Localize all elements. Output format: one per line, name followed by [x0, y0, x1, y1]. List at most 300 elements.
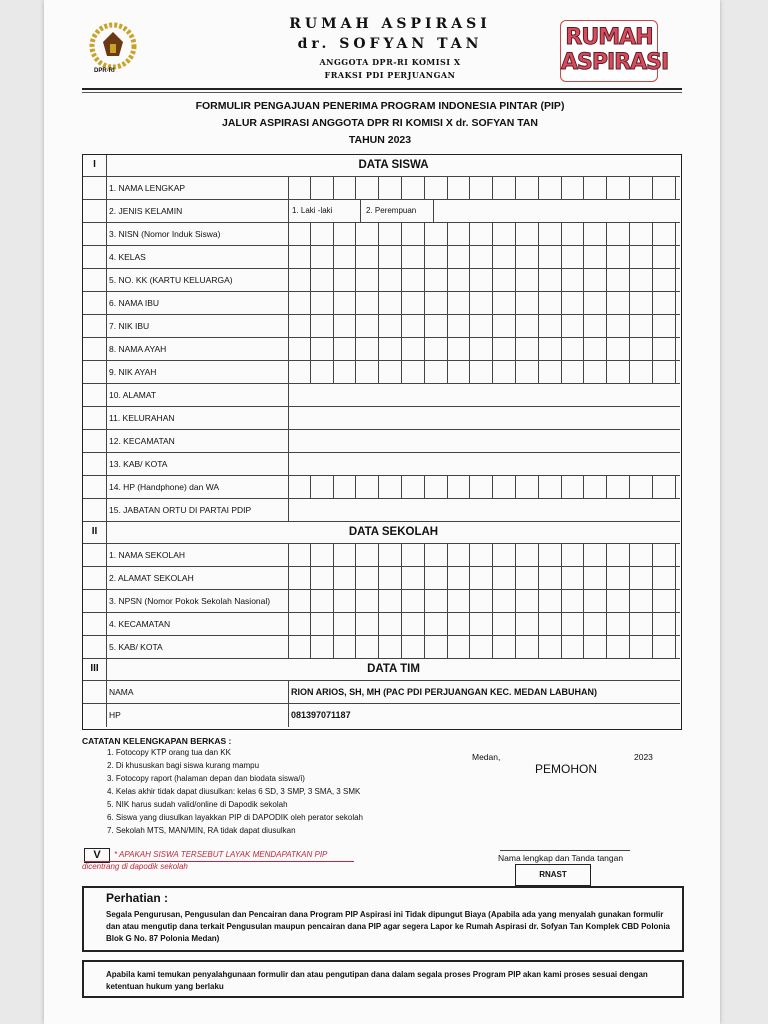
gender-option-2[interactable]: 2. Perempuan [366, 206, 417, 215]
char-box[interactable] [562, 567, 585, 589]
char-box[interactable] [470, 544, 493, 566]
char-box[interactable] [653, 613, 676, 635]
char-box[interactable] [470, 613, 493, 635]
char-box[interactable] [630, 246, 653, 268]
field-label: 3. NPSN (Nomor Pokok Sekolah Nasional) [109, 596, 271, 606]
char-box[interactable] [356, 636, 379, 658]
char-box[interactable] [356, 292, 379, 314]
row-number-cell [83, 430, 107, 452]
char-box[interactable] [516, 269, 539, 291]
char-box[interactable] [448, 246, 471, 268]
char-box[interactable] [402, 361, 425, 383]
char-box[interactable] [539, 476, 562, 498]
char-box[interactable] [562, 269, 585, 291]
char-box[interactable] [448, 613, 471, 635]
char-box[interactable] [356, 177, 379, 199]
char-box[interactable] [607, 567, 630, 589]
field-label: 12. KECAMATAN [109, 436, 175, 446]
char-box[interactable] [607, 223, 630, 245]
char-box[interactable] [539, 269, 562, 291]
char-box[interactable] [607, 544, 630, 566]
char-box[interactable] [516, 292, 539, 314]
char-box[interactable] [562, 223, 585, 245]
char-box[interactable] [539, 567, 562, 589]
char-box[interactable] [584, 315, 607, 337]
char-box[interactable] [311, 246, 334, 268]
char-box[interactable] [379, 338, 402, 360]
form-row [83, 613, 680, 636]
form-row [83, 681, 680, 704]
char-box[interactable] [402, 177, 425, 199]
char-box[interactable] [288, 223, 311, 245]
char-box[interactable] [288, 361, 311, 383]
char-box[interactable] [584, 636, 607, 658]
form-title-line-2: JALUR ASPIRASI ANGGOTA DPR RI KOMISI X dr. SOFYAN TAN [222, 117, 538, 129]
char-box[interactable] [516, 476, 539, 498]
form-row [83, 636, 680, 659]
char-box[interactable] [584, 177, 607, 199]
char-box[interactable] [470, 269, 493, 291]
char-box[interactable] [653, 315, 676, 337]
signature-role: PEMOHON [535, 762, 598, 776]
char-box[interactable] [288, 246, 311, 268]
char-box[interactable] [311, 338, 334, 360]
char-box[interactable] [334, 567, 357, 589]
char-box[interactable] [425, 269, 448, 291]
char-box[interactable] [493, 544, 516, 566]
char-box[interactable] [470, 590, 493, 612]
char-box[interactable] [584, 223, 607, 245]
char-box[interactable] [425, 567, 448, 589]
char-box[interactable] [539, 636, 562, 658]
char-box[interactable] [493, 223, 516, 245]
char-box[interactable] [311, 544, 334, 566]
character-boxes[interactable] [288, 315, 680, 337]
char-box[interactable] [448, 292, 471, 314]
char-box[interactable] [448, 544, 471, 566]
character-boxes[interactable] [288, 177, 680, 199]
char-box[interactable] [539, 315, 562, 337]
char-box[interactable] [539, 544, 562, 566]
char-box[interactable] [539, 361, 562, 383]
char-box[interactable] [334, 292, 357, 314]
character-boxes[interactable] [288, 292, 680, 314]
char-box[interactable] [425, 338, 448, 360]
field-label: 2. ALAMAT SEKOLAH [109, 573, 194, 583]
char-box[interactable] [379, 246, 402, 268]
char-box[interactable] [584, 590, 607, 612]
field-label: 10. ALAMAT [109, 390, 157, 400]
char-box[interactable] [334, 315, 357, 337]
char-box[interactable] [288, 315, 311, 337]
form-title-line-1: FORMULIR PENGAJUAN PENERIMA PROGRAM INDONESIA PINTAR (PIP) [195, 100, 565, 112]
field-label: 13. KAB/ KOTA [109, 459, 168, 469]
char-box[interactable] [607, 269, 630, 291]
char-box[interactable] [516, 246, 539, 268]
char-box[interactable] [334, 476, 357, 498]
char-box[interactable] [493, 636, 516, 658]
char-box[interactable] [584, 613, 607, 635]
char-box[interactable] [562, 338, 585, 360]
brand-line-2: ASPIRASI [561, 50, 669, 75]
character-boxes[interactable] [288, 361, 680, 383]
char-box[interactable] [448, 590, 471, 612]
perhatian-box [82, 886, 684, 952]
option-divider [338, 200, 361, 222]
char-box[interactable] [356, 246, 379, 268]
char-box[interactable] [311, 223, 334, 245]
character-boxes[interactable] [288, 269, 680, 291]
char-box[interactable] [379, 590, 402, 612]
char-box[interactable] [493, 476, 516, 498]
form-row [83, 269, 680, 292]
row-number-cell [83, 544, 107, 566]
form-row [83, 430, 680, 453]
char-box[interactable] [288, 292, 311, 314]
char-box[interactable] [562, 590, 585, 612]
note-item: 3. Fotocopy raport (halaman depan dan biodata siswa/i) [107, 774, 305, 783]
char-box[interactable] [402, 338, 425, 360]
gender-options[interactable] [288, 200, 680, 222]
char-box[interactable] [470, 223, 493, 245]
char-box[interactable] [288, 567, 311, 589]
char-box[interactable] [539, 338, 562, 360]
char-box[interactable] [516, 338, 539, 360]
char-box[interactable] [448, 361, 471, 383]
char-box[interactable] [630, 269, 653, 291]
form-row [83, 476, 680, 499]
char-box[interactable] [630, 338, 653, 360]
char-box[interactable] [402, 636, 425, 658]
char-box[interactable] [311, 269, 334, 291]
char-box[interactable] [653, 269, 676, 291]
char-box[interactable] [379, 315, 402, 337]
character-boxes[interactable] [288, 476, 680, 498]
char-box[interactable] [470, 636, 493, 658]
char-box[interactable] [288, 636, 311, 658]
form-row [83, 315, 680, 338]
char-box[interactable] [448, 476, 471, 498]
char-box[interactable] [311, 476, 334, 498]
char-box[interactable] [539, 177, 562, 199]
char-box[interactable] [311, 567, 334, 589]
char-box[interactable] [334, 269, 357, 291]
char-box[interactable] [334, 613, 357, 635]
char-box[interactable] [607, 636, 630, 658]
field-label: 4. KECAMATAN [109, 619, 171, 629]
char-box[interactable] [425, 590, 448, 612]
char-box[interactable] [584, 476, 607, 498]
char-box[interactable] [448, 223, 471, 245]
char-box[interactable] [630, 544, 653, 566]
char-box[interactable] [334, 361, 357, 383]
char-box[interactable] [493, 246, 516, 268]
char-box[interactable] [425, 636, 448, 658]
char-box[interactable] [425, 177, 448, 199]
char-box[interactable] [356, 223, 379, 245]
char-box[interactable] [516, 613, 539, 635]
char-box[interactable] [584, 361, 607, 383]
char-box[interactable] [653, 544, 676, 566]
char-box[interactable] [448, 567, 471, 589]
character-boxes[interactable] [288, 613, 680, 635]
char-box[interactable] [607, 476, 630, 498]
char-box[interactable] [653, 590, 676, 612]
signature-name-box[interactable]: RNAST [515, 864, 591, 886]
char-box[interactable] [539, 223, 562, 245]
char-box[interactable] [607, 613, 630, 635]
character-boxes[interactable] [288, 223, 680, 245]
char-box[interactable] [311, 361, 334, 383]
char-box[interactable] [402, 590, 425, 612]
char-box[interactable] [653, 338, 676, 360]
section-number: III [90, 663, 99, 674]
char-box[interactable] [630, 567, 653, 589]
char-box[interactable] [607, 177, 630, 199]
char-box[interactable] [516, 544, 539, 566]
char-box[interactable] [584, 269, 607, 291]
char-box[interactable] [607, 338, 630, 360]
char-box[interactable] [402, 613, 425, 635]
field-label: 14. HP (Handphone) dan WA [109, 482, 220, 492]
char-box[interactable] [493, 269, 516, 291]
eligibility-checkbox[interactable]: V [84, 848, 110, 863]
char-box[interactable] [356, 590, 379, 612]
text-field[interactable] [288, 384, 680, 406]
char-box[interactable] [356, 476, 379, 498]
header-rule-thin [82, 92, 682, 93]
char-box[interactable] [311, 292, 334, 314]
char-box[interactable] [630, 636, 653, 658]
char-box[interactable] [607, 361, 630, 383]
char-box[interactable] [516, 315, 539, 337]
row-number-cell [83, 292, 107, 314]
char-box[interactable] [630, 590, 653, 612]
char-box[interactable] [630, 292, 653, 314]
char-box[interactable] [470, 246, 493, 268]
char-box[interactable] [334, 338, 357, 360]
row-number-cell [83, 246, 107, 268]
char-box[interactable] [493, 567, 516, 589]
character-boxes[interactable] [288, 567, 680, 589]
char-box[interactable] [493, 361, 516, 383]
char-box[interactable] [288, 269, 311, 291]
char-box[interactable] [334, 177, 357, 199]
text-field[interactable] [288, 430, 680, 452]
char-box[interactable] [356, 544, 379, 566]
char-box[interactable] [562, 177, 585, 199]
char-box[interactable] [493, 613, 516, 635]
char-box[interactable] [356, 567, 379, 589]
char-box[interactable] [288, 338, 311, 360]
char-box[interactable] [356, 613, 379, 635]
char-box[interactable] [402, 315, 425, 337]
field-label: HP [109, 710, 121, 720]
char-box[interactable] [425, 361, 448, 383]
char-box[interactable] [562, 361, 585, 383]
char-box[interactable] [425, 544, 448, 566]
char-box[interactable] [379, 476, 402, 498]
character-boxes[interactable] [288, 246, 680, 268]
application-table [82, 154, 682, 730]
char-box[interactable] [288, 476, 311, 498]
char-box[interactable] [516, 567, 539, 589]
char-box[interactable] [653, 292, 676, 314]
char-box[interactable] [653, 361, 676, 383]
header-line-4: FRAKSI PDI PERJUANGAN [324, 70, 456, 80]
char-box[interactable] [562, 476, 585, 498]
char-box[interactable] [425, 292, 448, 314]
char-box[interactable] [539, 246, 562, 268]
note-item: 7. Sekolah MTS, MAN/MIN, RA tidak dapat diusulkan [107, 826, 296, 835]
char-box[interactable] [630, 315, 653, 337]
char-box[interactable] [356, 315, 379, 337]
char-box[interactable] [607, 292, 630, 314]
char-box[interactable] [288, 544, 311, 566]
char-box[interactable] [470, 361, 493, 383]
char-box[interactable] [516, 223, 539, 245]
char-box[interactable] [493, 177, 516, 199]
char-box[interactable] [584, 567, 607, 589]
char-box[interactable] [516, 590, 539, 612]
char-box[interactable] [584, 292, 607, 314]
char-box[interactable] [379, 269, 402, 291]
char-box[interactable] [425, 246, 448, 268]
gender-option-1[interactable]: 1. Laki -laki [292, 206, 333, 215]
char-box[interactable] [311, 590, 334, 612]
char-box[interactable] [334, 246, 357, 268]
char-box[interactable] [448, 269, 471, 291]
char-box[interactable] [653, 246, 676, 268]
char-box[interactable] [448, 636, 471, 658]
char-box[interactable] [470, 315, 493, 337]
char-box[interactable] [584, 544, 607, 566]
char-box[interactable] [584, 338, 607, 360]
char-box[interactable] [379, 636, 402, 658]
char-box[interactable] [562, 636, 585, 658]
char-box[interactable] [493, 315, 516, 337]
char-box[interactable] [630, 476, 653, 498]
char-box[interactable] [402, 223, 425, 245]
char-box[interactable] [653, 223, 676, 245]
char-box[interactable] [425, 223, 448, 245]
char-box[interactable] [425, 476, 448, 498]
char-box[interactable] [334, 223, 357, 245]
char-box[interactable] [288, 590, 311, 612]
char-box[interactable] [379, 292, 402, 314]
char-box[interactable] [493, 590, 516, 612]
header-rule [82, 88, 682, 90]
char-box[interactable] [630, 177, 653, 199]
form-title-line-3: TAHUN 2023 [348, 134, 412, 146]
char-box[interactable] [356, 269, 379, 291]
char-box[interactable] [356, 361, 379, 383]
char-box[interactable] [356, 338, 379, 360]
char-box[interactable] [539, 590, 562, 612]
char-box[interactable] [493, 292, 516, 314]
char-box[interactable] [402, 246, 425, 268]
row-number-cell [83, 223, 107, 245]
char-box[interactable] [607, 315, 630, 337]
char-box[interactable] [311, 315, 334, 337]
section-header [83, 522, 680, 544]
char-box[interactable] [470, 476, 493, 498]
char-box[interactable] [516, 177, 539, 199]
field-label: 1. NAMA LENGKAP [109, 183, 186, 193]
char-box[interactable] [562, 292, 585, 314]
char-box[interactable] [334, 590, 357, 612]
character-boxes[interactable] [288, 544, 680, 566]
char-box[interactable] [607, 590, 630, 612]
char-box[interactable] [653, 567, 676, 589]
char-box[interactable] [630, 361, 653, 383]
char-box[interactable] [379, 361, 402, 383]
char-box[interactable] [470, 177, 493, 199]
char-box[interactable] [402, 544, 425, 566]
section-number: I [93, 159, 96, 170]
char-box[interactable] [311, 177, 334, 199]
char-box[interactable] [311, 636, 334, 658]
text-field[interactable] [288, 453, 680, 475]
text-field[interactable] [288, 499, 680, 521]
char-box[interactable] [562, 246, 585, 268]
char-box[interactable] [584, 246, 607, 268]
char-box[interactable] [448, 177, 471, 199]
char-box[interactable] [448, 315, 471, 337]
char-box[interactable] [311, 613, 334, 635]
char-box[interactable] [379, 544, 402, 566]
char-box[interactable] [562, 613, 585, 635]
char-box[interactable] [516, 636, 539, 658]
char-box[interactable] [516, 361, 539, 383]
character-boxes[interactable] [288, 338, 680, 360]
char-box[interactable] [630, 613, 653, 635]
char-box[interactable] [470, 338, 493, 360]
char-box[interactable] [539, 613, 562, 635]
char-box[interactable] [402, 292, 425, 314]
char-box[interactable] [448, 338, 471, 360]
char-box[interactable] [562, 544, 585, 566]
char-box[interactable] [379, 567, 402, 589]
label-divider [288, 704, 289, 727]
char-box[interactable] [288, 613, 311, 635]
char-box[interactable] [470, 567, 493, 589]
character-boxes[interactable] [288, 636, 680, 658]
char-box[interactable] [402, 567, 425, 589]
char-box[interactable] [607, 246, 630, 268]
char-box[interactable] [334, 544, 357, 566]
text-field[interactable] [288, 407, 680, 429]
char-box[interactable] [630, 223, 653, 245]
char-box[interactable] [334, 636, 357, 658]
char-box[interactable] [402, 476, 425, 498]
char-box[interactable] [379, 223, 402, 245]
char-box[interactable] [493, 338, 516, 360]
character-boxes[interactable] [288, 590, 680, 612]
char-box[interactable] [379, 177, 402, 199]
char-box[interactable] [402, 269, 425, 291]
char-box[interactable] [562, 315, 585, 337]
char-box[interactable] [379, 613, 402, 635]
char-box[interactable] [653, 476, 676, 498]
char-box[interactable] [425, 613, 448, 635]
char-box[interactable] [539, 292, 562, 314]
char-box[interactable] [470, 292, 493, 314]
char-box[interactable] [288, 177, 311, 199]
char-box[interactable] [653, 177, 676, 199]
char-box[interactable] [425, 315, 448, 337]
char-box[interactable] [653, 636, 676, 658]
